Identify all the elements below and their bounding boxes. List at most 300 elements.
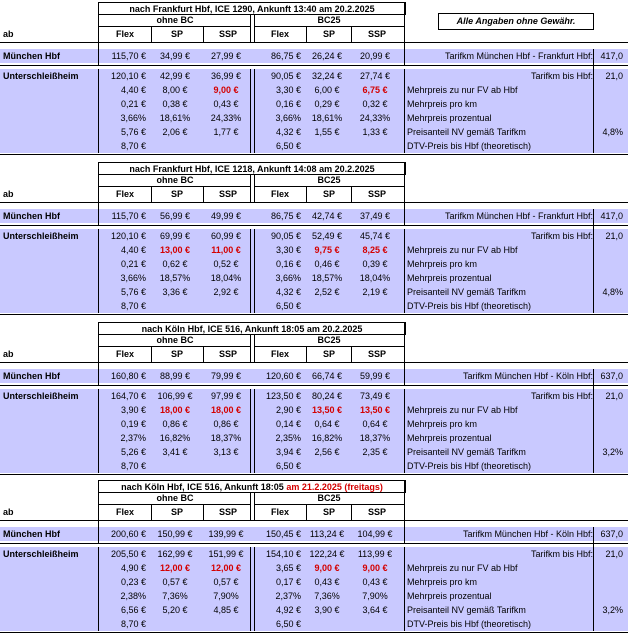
grid-line	[250, 69, 251, 153]
grid-line	[306, 26, 307, 42]
fare-cell: 42,99 €	[159, 71, 191, 81]
block-bottom-border	[0, 632, 628, 633]
fare-cell: 154,10 €	[265, 549, 301, 559]
fare-cell: 4,32 €	[275, 127, 301, 137]
row-value: 21,0	[605, 549, 623, 559]
row-separator	[0, 225, 628, 226]
fare-cell: 18,37%	[359, 433, 391, 443]
row-description: Mehrpreis zu nur FV ab Hbf	[407, 245, 518, 255]
column-header: SSP	[218, 507, 237, 517]
grid-line	[593, 49, 594, 153]
fare-cell: 160,80 €	[110, 371, 146, 381]
fare-cell: 2,19 €	[362, 287, 388, 297]
group-header-ohne-bc: ohne BC	[156, 493, 194, 503]
fare-cell	[152, 139, 198, 153]
fare-cell: 16,82%	[311, 433, 343, 443]
grid-line	[254, 547, 255, 631]
hbf-row	[0, 527, 628, 541]
fare-cell: 69,99 €	[159, 231, 191, 241]
column-header: Flex	[115, 189, 134, 199]
row-value: 21,0	[605, 71, 623, 81]
fare-cell: 6,56 €	[120, 605, 146, 615]
fare-cell: 0,86 €	[213, 419, 239, 429]
row-value	[596, 417, 623, 431]
fare-cell: 11,00 €	[211, 245, 241, 255]
row-value: 21,0	[605, 231, 623, 241]
row-description: Tarifkm bis Hbf:	[530, 71, 593, 81]
detail-row	[0, 83, 628, 97]
fare-cell: 26,24 €	[311, 51, 343, 61]
column-header: SP	[322, 189, 335, 199]
fare-cell: 7,36%	[314, 591, 340, 601]
row-description: Preisanteil NV gemäß Tarifkm	[407, 447, 526, 457]
row-description: Mehrpreis zu nur FV ab Hbf	[407, 405, 518, 415]
group-header-bc25: BC25	[317, 15, 341, 25]
row-value	[596, 561, 623, 575]
column-header: SSP	[367, 507, 386, 517]
fare-cell: 115,70 €	[111, 211, 146, 221]
row-value: 3,2%	[602, 447, 623, 457]
row-description: DTV-Preis bis Hbf (theoretisch)	[407, 301, 532, 311]
fare-cell: 86,75 €	[270, 51, 301, 61]
fare-cell: 0,86 €	[162, 419, 188, 429]
fare-cell: 2,35%	[275, 433, 301, 443]
row-description: DTV-Preis bis Hbf (theoretisch)	[407, 619, 532, 629]
row-separator	[0, 543, 628, 544]
fare-cell: 0,46 €	[314, 259, 340, 269]
fare-cell: 0,38 €	[162, 99, 188, 109]
fare-cell: 34,99 €	[159, 51, 191, 61]
row-value: 4,8%	[602, 287, 623, 297]
detail-row	[0, 617, 628, 631]
grid-line	[404, 69, 405, 153]
row-value	[596, 243, 623, 257]
block-title-text: nach Köln Hbf, ICE 516, Ankunft 18:05 am 20.2.2025	[141, 324, 363, 334]
row-value	[596, 271, 623, 285]
group-header-bc25: BC25	[317, 335, 341, 345]
fare-cell: 120,10 €	[110, 71, 146, 81]
row-description: Mehrpreis zu nur FV ab Hbf	[407, 563, 518, 573]
hbf-row	[0, 49, 628, 63]
fare-cell: 122,24 €	[309, 549, 345, 559]
fare-cell: 151,99 €	[208, 549, 244, 559]
fare-cell: 1,33 €	[362, 127, 388, 137]
grid-line	[306, 346, 307, 362]
detail-row	[0, 403, 628, 417]
fare-cell: 18,61%	[311, 113, 343, 123]
grid-line	[254, 334, 255, 362]
column-header: Flex	[270, 507, 289, 517]
grid-line	[98, 346, 251, 347]
row-value: 417,0	[600, 211, 623, 221]
fare-cell: 36,99 €	[210, 71, 242, 81]
fare-cell: 162,99 €	[157, 549, 193, 559]
fare-cell	[204, 459, 248, 473]
grid-line	[98, 174, 405, 175]
row-value: 3,2%	[602, 605, 623, 615]
row-station-label: Unterschleißheim	[3, 391, 79, 401]
row-value: 417,0	[600, 51, 623, 61]
row-description: Mehrpreis prozentual	[407, 433, 492, 443]
fare-cell: 49,99 €	[210, 211, 242, 221]
origin-row	[0, 547, 628, 561]
fare-cell: 3,13 €	[213, 447, 239, 457]
fare-cell: 0,17 €	[275, 577, 301, 587]
grid-line	[203, 186, 204, 202]
fare-cell: 0,16 €	[275, 99, 301, 109]
row-description: DTV-Preis bis Hbf (theoretisch)	[407, 461, 532, 471]
fare-cell: 27,74 €	[359, 71, 391, 81]
fare-cell: 113,24 €	[309, 529, 345, 539]
row-value	[596, 617, 623, 631]
row-description: Tarifkm München Hbf - Frankfurt Hbf:	[444, 211, 593, 221]
fare-cell: 59,99 €	[359, 371, 391, 381]
grid-line	[254, 229, 255, 313]
fare-cell: 37,49 €	[359, 211, 391, 221]
fare-cell: 6,50 €	[275, 141, 301, 151]
fare-cell: 6,75 €	[362, 85, 388, 95]
detail-row	[0, 445, 628, 459]
fare-cell: 0,16 €	[275, 259, 301, 269]
row-value	[596, 403, 623, 417]
fare-cell	[204, 299, 248, 313]
fare-cell: 52,49 €	[311, 231, 343, 241]
fare-cell: 120,60 €	[265, 371, 301, 381]
grid-line	[250, 389, 251, 473]
grid-line	[593, 527, 594, 631]
grid-line	[254, 14, 255, 42]
fare-cell: 4,85 €	[213, 605, 239, 615]
column-header: Flex	[115, 507, 134, 517]
column-header: SSP	[367, 29, 386, 39]
fare-cell: 0,64 €	[314, 419, 340, 429]
fare-cell: 18,61%	[159, 113, 191, 123]
group-header-bc25: BC25	[317, 493, 341, 503]
detail-row	[0, 285, 628, 299]
block-bottom-border	[0, 474, 628, 475]
fare-cell: 4,90 €	[120, 563, 146, 573]
row-description: Mehrpreis prozentual	[407, 273, 492, 283]
column-header: Flex	[270, 29, 289, 39]
grid-line	[351, 186, 352, 202]
fare-cell: 27,99 €	[210, 51, 242, 61]
fare-cell: 8,70 €	[120, 461, 146, 471]
fare-cell: 3,64 €	[362, 605, 388, 615]
fare-cell: 7,36%	[162, 591, 188, 601]
fare-cell: 42,74 €	[311, 211, 343, 221]
fare-cell: 164,70 €	[110, 391, 146, 401]
row-value	[596, 97, 623, 111]
fare-cell	[204, 617, 248, 631]
grid-line	[254, 69, 255, 153]
row-description: Tarifkm München Hbf - Frankfurt Hbf:	[444, 51, 593, 61]
row-station-label: Unterschleißheim	[3, 549, 79, 559]
row-value	[596, 139, 623, 153]
row-description: Mehrpreis pro km	[407, 577, 478, 587]
fare-cell: 106,99 €	[157, 391, 193, 401]
column-header: SP	[322, 29, 335, 39]
grid-line	[404, 49, 405, 65]
fare-cell	[307, 459, 347, 473]
fare-cell: 0,23 €	[120, 577, 146, 587]
fare-cell	[352, 459, 398, 473]
hbf-row	[0, 209, 628, 223]
fare-cell: 0,29 €	[314, 99, 340, 109]
fare-cell: 0,43 €	[362, 577, 388, 587]
fare-cell: 9,00 €	[314, 563, 340, 573]
row-value: 637,0	[600, 371, 623, 381]
grid-line	[98, 547, 99, 631]
detail-row	[0, 459, 628, 473]
fare-cell: 2,56 €	[314, 447, 340, 457]
fare-cell: 0,19 €	[120, 419, 146, 429]
fare-cell: 7,90%	[213, 591, 239, 601]
grid-line	[250, 14, 251, 42]
fare-cell: 3,66%	[275, 113, 301, 123]
detail-row	[0, 417, 628, 431]
fare-cell: 8,70 €	[120, 301, 146, 311]
grid-line	[404, 209, 405, 225]
fare-cell: 18,00 €	[159, 405, 191, 415]
fare-cell: 18,04%	[210, 273, 242, 283]
fare-cell: 2,52 €	[314, 287, 340, 297]
grid-line	[0, 520, 628, 521]
grid-line	[404, 527, 405, 543]
detail-row	[0, 589, 628, 603]
fare-cell: 9,00 €	[213, 85, 239, 95]
fare-cell: 0,52 €	[213, 259, 239, 269]
fare-cell	[307, 299, 347, 313]
fare-block	[0, 480, 628, 636]
grid-line	[98, 49, 99, 65]
row-station-label: Unterschleißheim	[3, 231, 79, 241]
fare-cell: 3,36 €	[162, 287, 188, 297]
grid-line	[98, 69, 99, 153]
fare-cell: 8,70 €	[120, 141, 146, 151]
column-header: SSP	[218, 349, 237, 359]
detail-row	[0, 111, 628, 125]
grid-line	[254, 186, 405, 187]
fare-cell	[307, 617, 347, 631]
fare-cell: 2,37%	[275, 591, 301, 601]
grid-line	[151, 346, 152, 362]
fare-cell: 32,24 €	[311, 71, 343, 81]
fare-cell: 6,50 €	[275, 301, 301, 311]
fare-cell: 12,00 €	[210, 563, 242, 573]
fare-block	[0, 2, 628, 158]
fare-cell: 0,57 €	[162, 577, 188, 587]
grid-line	[0, 202, 628, 203]
grid-line	[306, 186, 307, 202]
fare-cell: 18,57%	[159, 273, 191, 283]
grid-line	[98, 229, 99, 313]
column-header: SP	[170, 507, 183, 517]
detail-row	[0, 299, 628, 313]
grid-line	[254, 346, 405, 347]
detail-row	[0, 243, 628, 257]
fare-cell: 0,32 €	[362, 99, 388, 109]
origin-row	[0, 69, 628, 83]
fare-cell: 45,74 €	[359, 231, 391, 241]
row-description: Tarifkm München Hbf - Köln Hbf:	[462, 529, 593, 539]
fare-cell: 5,20 €	[162, 605, 188, 615]
fare-cell: 0,57 €	[213, 577, 239, 587]
grid-line	[0, 362, 628, 363]
grid-line	[254, 504, 405, 505]
fare-cell: 4,40 €	[120, 245, 146, 255]
detail-row	[0, 431, 628, 445]
fare-cell: 4,92 €	[275, 605, 301, 615]
origin-row	[0, 389, 628, 403]
grid-line	[203, 26, 204, 42]
grid-line	[404, 547, 405, 631]
row-description: Mehrpreis zu nur FV ab Hbf	[407, 85, 518, 95]
fare-cell: 113,99 €	[357, 549, 393, 559]
grid-line	[98, 334, 405, 335]
row-separator	[0, 65, 628, 66]
fare-cell: 18,57%	[311, 273, 343, 283]
column-header: SP	[322, 349, 335, 359]
from-label: ab	[3, 507, 14, 517]
grid-line	[98, 504, 251, 505]
group-header-ohne-bc: ohne BC	[156, 175, 194, 185]
row-description: Mehrpreis pro km	[407, 259, 478, 269]
block-title-text: nach Frankfurt Hbf, ICE 1218, Ankunft 14:08 am 20.2.2025	[129, 164, 375, 174]
grid-line	[250, 334, 251, 362]
fare-cell: 3,90 €	[120, 405, 146, 415]
fare-cell: 5,76 €	[120, 127, 146, 137]
column-header: SSP	[367, 189, 386, 199]
column-header: Flex	[270, 189, 289, 199]
column-header: Flex	[115, 349, 134, 359]
grid-line	[593, 369, 594, 473]
fare-cell: 0,64 €	[362, 419, 388, 429]
fare-cell: 7,90%	[362, 591, 388, 601]
fare-cell: 150,99 €	[157, 529, 193, 539]
fare-cell: 2,35 €	[362, 447, 388, 457]
grid-line	[254, 174, 255, 202]
fare-cell: 18,00 €	[210, 405, 242, 415]
fare-cell: 80,24 €	[311, 391, 343, 401]
row-description: Mehrpreis pro km	[407, 99, 478, 109]
row-separator	[0, 385, 628, 386]
fare-cell: 90,05 €	[270, 231, 301, 241]
origin-row	[0, 229, 628, 243]
grid-line	[351, 26, 352, 42]
column-header: SSP	[367, 349, 386, 359]
grid-line	[98, 492, 405, 493]
from-label: ab	[3, 349, 14, 359]
grid-line	[98, 14, 405, 15]
fare-cell: 9,75 €	[314, 245, 340, 255]
fare-cell: 2,92 €	[213, 287, 239, 297]
column-header: Flex	[115, 29, 134, 39]
fare-cell	[352, 617, 398, 631]
fare-cell: 3,30 €	[275, 85, 301, 95]
fare-cell: 6,00 €	[314, 85, 340, 95]
block-title-highlight: am 21.2.2025 (freitags)	[286, 482, 383, 492]
row-value: 637,0	[600, 529, 623, 539]
fare-cell: 97,99 €	[210, 391, 242, 401]
fare-block	[0, 322, 628, 478]
fare-cell: 13,50 €	[311, 405, 343, 415]
fare-cell: 205,50 €	[110, 549, 146, 559]
row-value	[596, 257, 623, 271]
fare-cell: 139,99 €	[208, 529, 244, 539]
fare-cell: 13,00 €	[159, 245, 191, 255]
fare-cell	[352, 139, 398, 153]
grid-line	[250, 547, 251, 631]
grid-line	[351, 346, 352, 362]
fare-cell: 3,41 €	[162, 447, 188, 457]
fare-cell: 88,99 €	[159, 371, 191, 381]
grid-line	[404, 389, 405, 473]
row-description: Preisanteil NV gemäß Tarifkm	[407, 287, 526, 297]
fare-cell: 56,99 €	[159, 211, 191, 221]
grid-line	[254, 389, 255, 473]
block-bottom-border	[0, 314, 628, 315]
detail-row	[0, 603, 628, 617]
row-description: Tarifkm München Hbf - Köln Hbf:	[462, 371, 593, 381]
grid-line	[306, 504, 307, 520]
grid-line	[98, 186, 251, 187]
disclaimer-note: Alle Angaben ohne Gewähr.	[438, 13, 594, 30]
row-station-label: München Hbf	[3, 211, 60, 221]
row-description: Tarifkm bis Hbf:	[530, 549, 593, 559]
grid-line	[98, 389, 99, 473]
fare-cell: 3,66%	[120, 113, 146, 123]
grid-line	[250, 229, 251, 313]
detail-row	[0, 125, 628, 139]
grid-line	[593, 209, 594, 313]
grid-line	[250, 174, 251, 202]
fare-cell: 18,37%	[210, 433, 242, 443]
row-description: Preisanteil NV gemäß Tarifkm	[407, 127, 526, 137]
grid-line	[203, 346, 204, 362]
fare-cell: 20,99 €	[359, 51, 391, 61]
fare-cell: 120,10 €	[110, 231, 146, 241]
grid-line	[98, 527, 99, 543]
group-header-ohne-bc: ohne BC	[156, 15, 194, 25]
fare-cell: 0,39 €	[362, 259, 388, 269]
block-title-text: nach Frankfurt Hbf, ICE 1290, Ankunft 13:40 am 20.2.2025	[129, 4, 375, 14]
fare-cell: 1,77 €	[213, 127, 239, 137]
row-value	[596, 459, 623, 473]
column-header: SP	[322, 507, 335, 517]
column-header: SSP	[218, 189, 237, 199]
fare-cell: 90,05 €	[270, 71, 301, 81]
fare-cell: 3,30 €	[275, 245, 301, 255]
fare-cell: 13,50 €	[359, 405, 391, 415]
fare-cell: 3,66%	[120, 273, 146, 283]
block-bottom-border	[0, 154, 628, 155]
grid-line	[404, 229, 405, 313]
row-description: Mehrpreis prozentual	[407, 591, 492, 601]
grid-line	[151, 186, 152, 202]
fare-cell: 3,66%	[275, 273, 301, 283]
row-station-label: München Hbf	[3, 51, 60, 61]
fare-cell: 24,33%	[210, 113, 242, 123]
column-header: SSP	[218, 29, 237, 39]
grid-line	[98, 209, 99, 225]
from-label: ab	[3, 189, 14, 199]
fare-cell: 60,99 €	[210, 231, 242, 241]
fare-cell: 115,70 €	[111, 51, 146, 61]
fare-cell	[152, 617, 198, 631]
fare-cell: 3,65 €	[275, 563, 301, 573]
fare-cell: 0,21 €	[120, 259, 146, 269]
row-station-label: München Hbf	[3, 529, 60, 539]
